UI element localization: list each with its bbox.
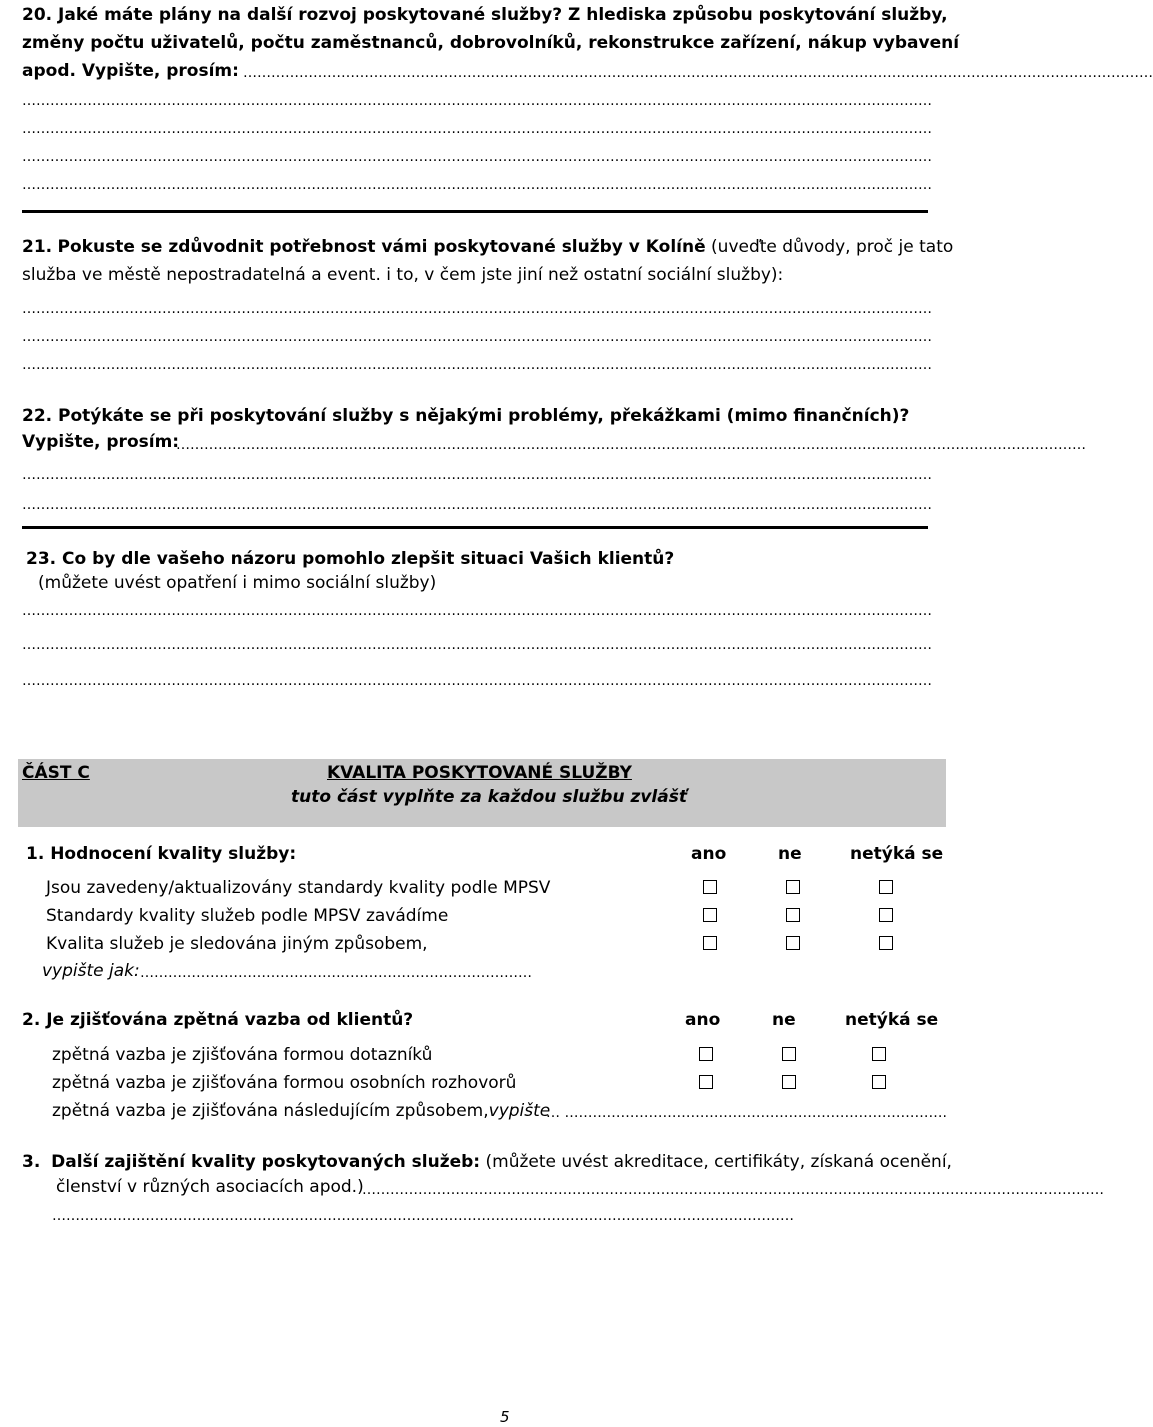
- c1-row-3-no-checkbox[interactable]: [786, 936, 800, 950]
- c1-specify-input[interactable]: …………………………………………………………………………: [140, 965, 532, 981]
- c2-row-1: zpětná vazba je zjišťována formou dotazníků: [52, 1045, 433, 1065]
- q20-line3: [22, 59, 239, 83]
- c2-title: 2. Je zjišťována zpětná vazba od klientů?: [22, 1010, 414, 1030]
- q20-answer-line-4[interactable]: ……………………………………………………………………………………………………………………………………………………………………………: [22, 149, 932, 165]
- q23-answer-line-1[interactable]: ……………………………………………………………………………………………………………………………………………………………………………: [22, 603, 932, 619]
- c1-row-3-yes-checkbox[interactable]: [703, 936, 717, 950]
- q20-line2: změny počtu uživatelů, počtu zaměstnanců, dobrovolníků, rekonstrukce zařízení, nákup vybavení: [22, 33, 960, 53]
- q22-answer-line-3[interactable]: ……………………………………………………………………………………………………………………………………………………………………………: [22, 497, 932, 513]
- q21-answer-line-2[interactable]: ……………………………………………………………………………………………………………………………………………………………………………: [22, 329, 932, 345]
- c1-row-3-na-checkbox[interactable]: [879, 936, 893, 950]
- c1-row-2-no-checkbox[interactable]: [786, 908, 800, 922]
- c2-row-2: zpětná vazba je zjišťována formou osobních rozhovorů: [52, 1073, 517, 1093]
- q21-answer-line-3[interactable]: ……………………………………………………………………………………………………………………………………………………………………………: [22, 357, 932, 373]
- q20-answer-line-3[interactable]: ……………………………………………………………………………………………………………………………………………………………………………: [22, 121, 932, 137]
- page-number: 5: [500, 1408, 510, 1426]
- c3-line1: [22, 1150, 952, 1174]
- c1-col-yes: ano: [691, 844, 727, 864]
- c2-row-2-na-checkbox[interactable]: [872, 1075, 886, 1089]
- q21-answer-line-1[interactable]: ……………………………………………………………………………………………………………………………………………………………………………: [22, 301, 932, 317]
- c2-row-3-specify: vypište: [488, 1101, 551, 1121]
- c2-row-1-na-checkbox[interactable]: [872, 1047, 886, 1061]
- q23-answer-line-2[interactable]: ……………………………………………………………………………………………………………………………………………………………………………: [22, 637, 932, 653]
- c2-row-2-yes-checkbox[interactable]: [699, 1075, 713, 1089]
- q23-line1: 23. Co by dle vašeho názoru pomohlo zlepšit situaci Vašich klientů?: [26, 549, 675, 569]
- q21-note: (uveďte důvody, proč je tato: [711, 237, 954, 257]
- q21-number: 21.: [22, 237, 53, 257]
- c3-question: Další zajištění kvality poskytovaných služeb:: [51, 1152, 481, 1172]
- q22-answer-line-1[interactable]: ……………………………………………………………………………………………………………………………………………………………………………: [176, 437, 1086, 453]
- c1-row-2-yes-checkbox[interactable]: [703, 908, 717, 922]
- q22-answer-line-2[interactable]: ……………………………………………………………………………………………………………………………………………………………………………: [22, 467, 932, 483]
- q22-line2: Vypište, prosím:: [22, 432, 180, 452]
- section-divider: [22, 526, 928, 529]
- c1-row-3: Kvalita služeb je sledována jiným způsobem,: [46, 934, 428, 954]
- q20-answer-line-2[interactable]: ……………………………………………………………………………………………………………………………………………………………………………: [22, 93, 932, 109]
- q21-line1: [22, 235, 953, 259]
- c1-col-no: ne: [778, 844, 802, 864]
- c2-row-1-no-checkbox[interactable]: [782, 1047, 796, 1061]
- q22-line1: 22. Potýkáte se při poskytování služby s nějakými problémy, překážkami (mimo finančních)?: [22, 406, 910, 426]
- section-c-label: ČÁST C: [22, 763, 90, 783]
- c1-row-1-no-checkbox[interactable]: [786, 880, 800, 894]
- c2-row-3-input[interactable]: … ……………………………………………………………………….: [546, 1105, 947, 1121]
- c2-col-no: ne: [772, 1010, 796, 1030]
- q23-line2: (můžete uvést opatření i mimo sociální služby): [38, 573, 437, 593]
- c3-answer-line-2[interactable]: ……………………………………………………………………………………………………………………………………………: [52, 1208, 794, 1224]
- c2-row-2-no-checkbox[interactable]: [782, 1075, 796, 1089]
- q21-line2: služba ve městě nepostradatelná a event. i to, v čem jste jiní než ostatní sociální služby):: [22, 265, 784, 285]
- c3-line2: členství v různých asociacích apod.): [56, 1177, 364, 1197]
- c2-col-na: netýká se: [845, 1010, 939, 1030]
- c3-note: (můžete uvést akreditace, certifikáty, získaná ocenění,: [485, 1152, 952, 1172]
- c1-col-na: netýká se: [850, 844, 944, 864]
- c1-row-2: Standardy kvality služeb podle MPSV zavádíme: [46, 906, 449, 926]
- c1-specify-label: vypište jak:: [42, 961, 140, 981]
- c1-title: 1. Hodnocení kvality služby:: [26, 844, 297, 864]
- q20-line1: 20. Jaké máte plány na další rozvoj poskytované služby? Z hlediska způsobu poskytování služby,: [22, 5, 948, 25]
- c1-row-1-na-checkbox[interactable]: [879, 880, 893, 894]
- q20-answer-line-5[interactable]: ……………………………………………………………………………………………………………………………………………………………………………: [22, 177, 932, 193]
- section-c-subtitle: tuto část vyplňte za každou službu zvlášť: [291, 787, 687, 807]
- c2-row-3-label: zpětná vazba je zjišťována následujícím způsobem,: [52, 1101, 489, 1121]
- c1-row-1-yes-checkbox[interactable]: [703, 880, 717, 894]
- c1-row-1: Jsou zavedeny/aktualizovány standardy kvality podle MPSV: [46, 878, 551, 898]
- q20-answer-line-1[interactable]: ……………………………………………………………………………………………………………………………………………………………………………: [243, 65, 1153, 81]
- c2-row-1-yes-checkbox[interactable]: [699, 1047, 713, 1061]
- q21-question: Pokuste se zdůvodnit potřebnost vámi poskytované služby v Kolíně: [57, 237, 706, 257]
- c3-answer-line-1[interactable]: ……………………………………………………………………………………………………………………………………………: [362, 1182, 1104, 1198]
- c1-row-2-na-checkbox[interactable]: [879, 908, 893, 922]
- c2-row-3: [52, 1099, 550, 1123]
- c3-number: 3.: [22, 1152, 41, 1172]
- q20-prompt: apod. Vypište, prosím:: [22, 61, 239, 81]
- section-divider: [22, 210, 928, 213]
- q23-answer-line-3[interactable]: ……………………………………………………………………………………………………………………………………………………………………………: [22, 673, 932, 689]
- c2-col-yes: ano: [685, 1010, 721, 1030]
- section-c-title: KVALITA POSKYTOVANÉ SLUŽBY: [327, 763, 632, 783]
